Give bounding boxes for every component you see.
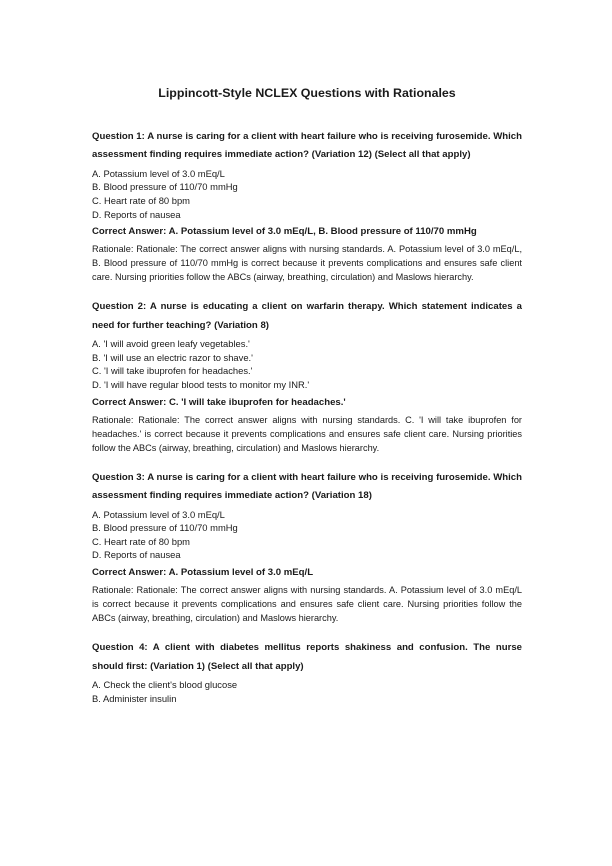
option-list [92,508,522,562]
option-item: D. Reports of nausea [92,208,181,220]
option-item: B. 'I will use an electric razor to shave.' [92,351,253,363]
option-list [92,337,522,391]
question-4 [92,639,522,705]
option-item: D. 'I will have regular blood tests to monitor my INR.' [92,379,310,391]
correct-answer: Correct Answer: C. 'I will take ibuprofen for headaches.' [92,396,346,408]
rationale: Rationale: Rationale: The correct answer aligns with nursing standards. C. 'I will take ibuprofen for headaches.' is correct because it prevents complications and ensures safe client care. Nursing priorities follow the ABCs (airway, breathing, circulation) and Maslows hierarchy. [92,414,522,453]
question-stem: Question 2: A nurse is educating a client on warfarin therapy. Which statement indicates a need for further teaching? (Variation 8) [92,301,522,331]
question-stem: Question 4: A client with diabetes mellitus reports shakiness and confusion. The nurse should first: (Variation 1) (Select all that apply) [92,642,522,672]
correct-answer: Correct Answer: A. Potassium level of 3.0 mEq/L [92,567,314,578]
option-item: A. 'I will avoid green leafy vegetables.' [92,338,250,350]
document-title: Lippincott-Style NCLEX Questions with Rationales [158,86,456,100]
rationale: Rationale: Rationale: The correct answer aligns with nursing standards. A. Potassium level of 3.0 mEq/L is correct because it prevents complications and ensures safe client care. Nursing priorities follow the ABCs (airway, breathing, circulation) and Maslows hierarchy. [92,585,522,623]
option-list [92,167,522,221]
option-item: D. Reports of nausea [92,549,181,561]
option-item: B. Administer insulin [92,692,177,704]
option-item: B. Blood pressure of 110/70 mmHg [92,181,238,193]
question-stem: Question 1: A nurse is caring for a client with heart failure who is receiving furosemide. Which assessment finding requires immediate action? (Variation 12) (Select all that apply) [92,130,522,161]
option-item: A. Potassium level of 3.0 mEq/L [92,508,225,520]
option-item: C. 'I will take ibuprofen for headaches.' [92,365,253,377]
option-item: C. Heart rate of 80 bpm [92,535,190,547]
question-3 [92,469,522,625]
option-item: A. Potassium level of 3.0 mEq/L [92,167,225,179]
option-item: A. Check the client's blood glucose [92,679,238,690]
correct-answer: Correct Answer: A. Potassium level of 3.0 mEq/L, B. Blood pressure of 110/70 mmHg [92,226,477,238]
rationale: Rationale: Rationale: The correct answer aligns with nursing standards. A. Potassium level of 3.0 mEq/L, B. Blood pressure of 110/70 mmHg is correct because it prevents complications and ensures safe client care. Nursing priorities follow the ABCs (airway, breathing, circulation) and Maslows hierarchy. [92,244,522,283]
option-item: C. Heart rate of 80 bpm [92,195,190,207]
option-item: B. Blood pressure of 110/70 mmHg [92,522,238,534]
question-stem: Question 3: A nurse is caring for a client with heart failure who is receiving furosemide. Which assessment finding requires immediate action? (Variation 18) [92,471,522,502]
document-page [92,86,522,719]
question-2 [92,298,522,454]
question-1 [92,128,522,284]
option-list [92,678,522,705]
